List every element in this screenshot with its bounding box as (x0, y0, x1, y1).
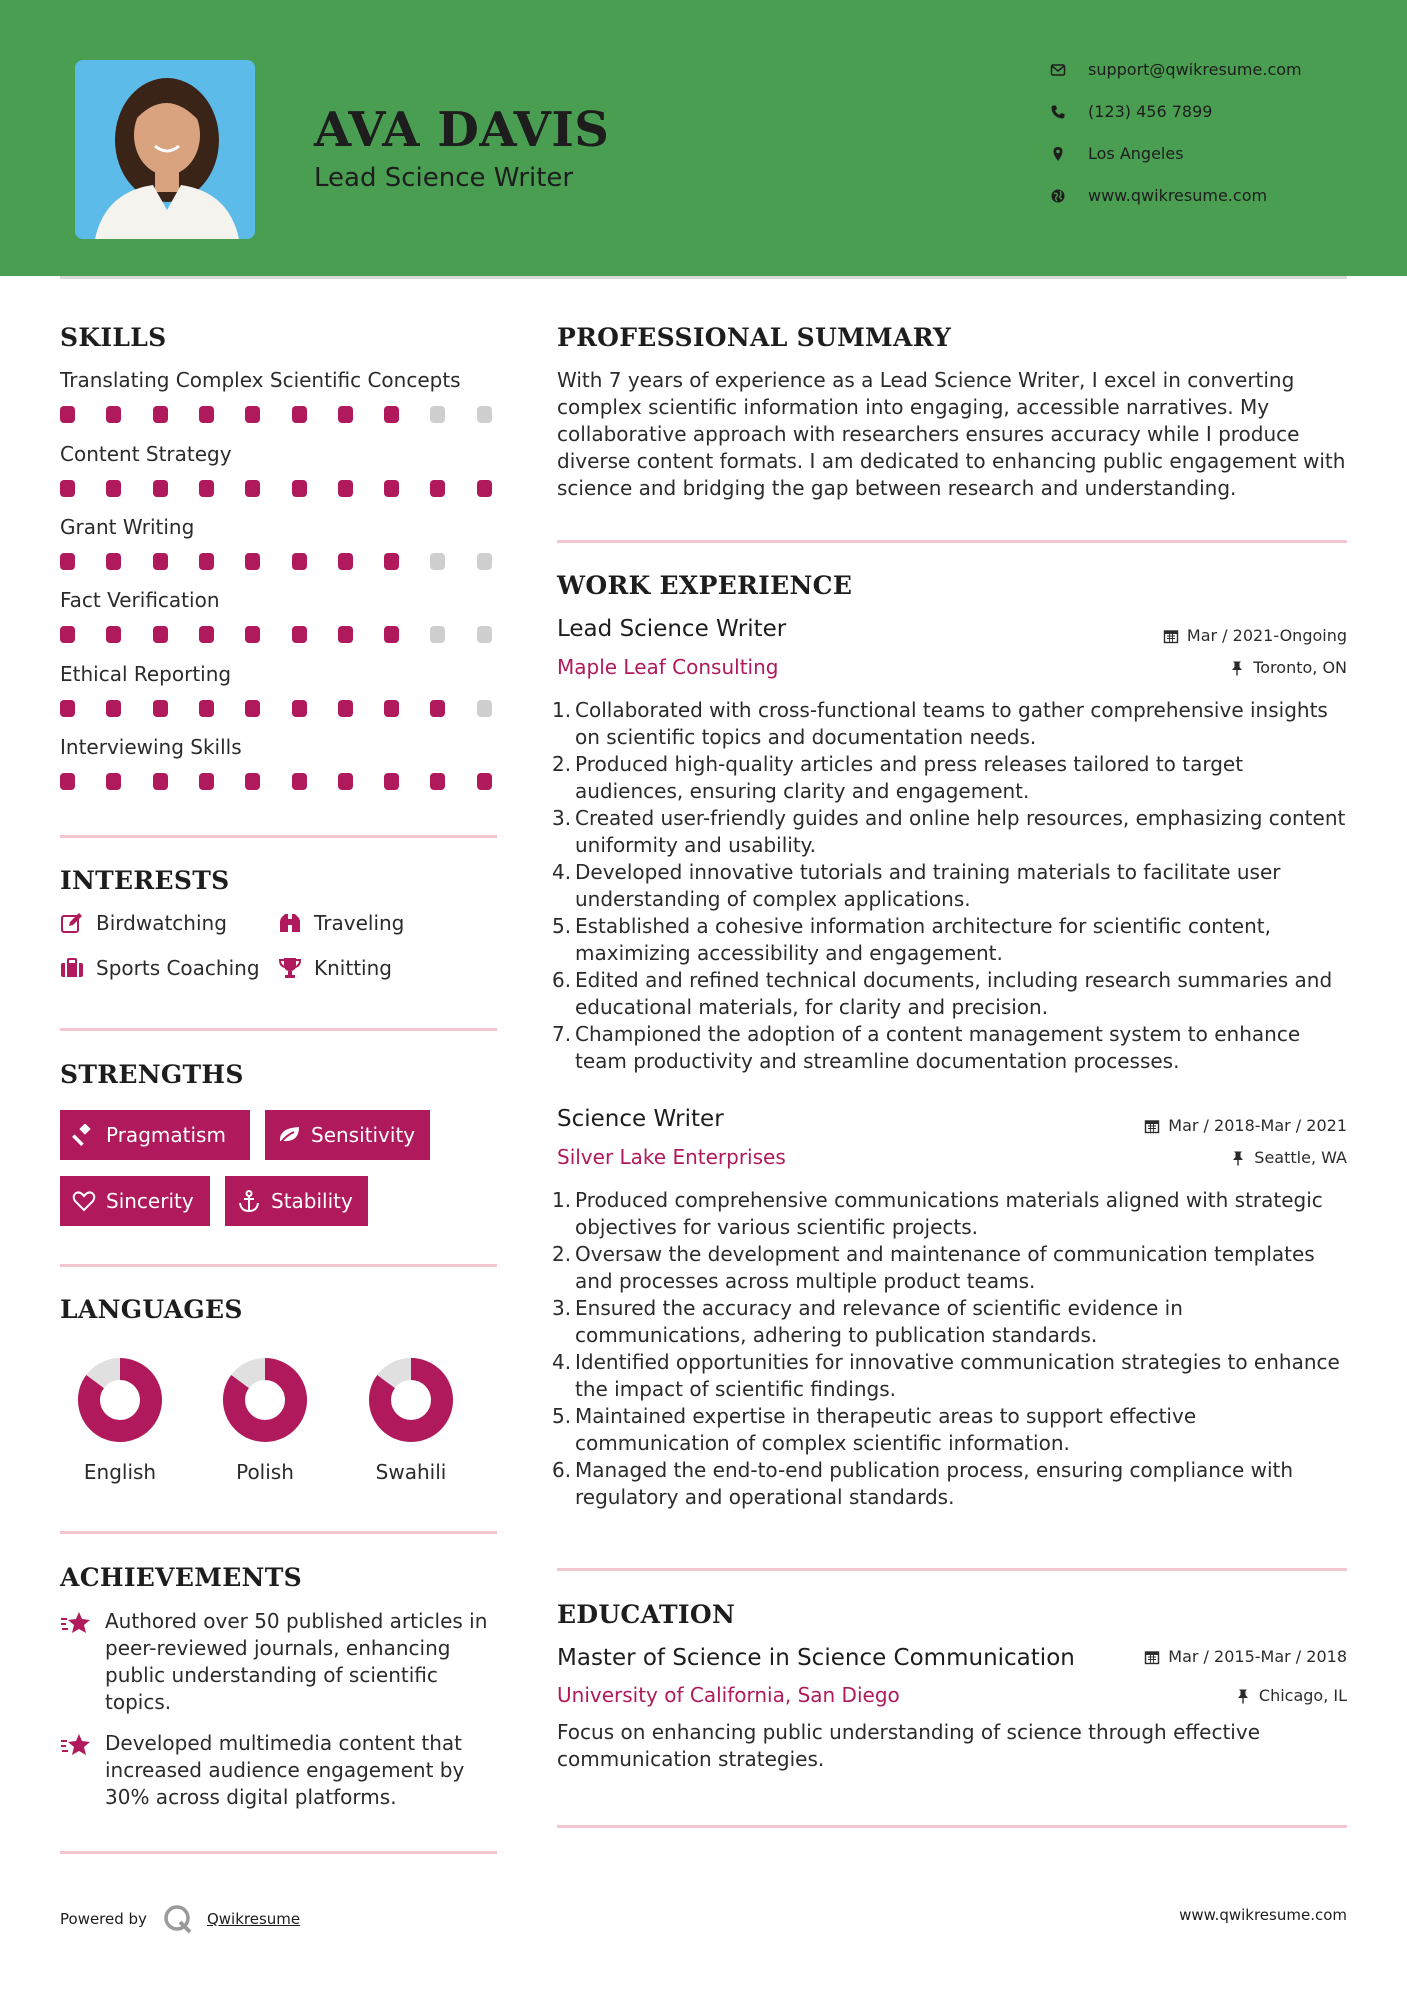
strength-label: Pragmatism (106, 1123, 226, 1147)
contact-email[interactable] (1050, 60, 1302, 79)
skill-dot-filled (153, 553, 168, 570)
contact-location-text: Los Angeles (1088, 144, 1184, 163)
skill-dot-empty (477, 626, 492, 643)
skill-dot-filled (60, 406, 75, 423)
skill-dot-filled (106, 700, 121, 717)
section-divider (60, 1264, 497, 1267)
list-item: 6. Managed the end-to-end publication process, ensuring compliance with regulatory and operational standards. (552, 1458, 1294, 1509)
achievement-item (60, 1608, 500, 1718)
skill-dot-filled (60, 480, 75, 497)
candidate-name: AVA DAVIS (314, 102, 610, 158)
job-location (1229, 658, 1347, 677)
globe-icon (1050, 188, 1066, 204)
skill-dot-filled (199, 700, 214, 717)
skill-rating (60, 553, 500, 571)
education-degree: Master of Science in Science Communication (557, 1645, 1075, 1671)
skill-dot-filled (245, 700, 260, 717)
education-heading: EDUCATION (557, 1600, 736, 1629)
interest-label: Knitting (314, 956, 392, 980)
section-divider (60, 1531, 497, 1534)
phone-icon (1050, 104, 1066, 120)
education-description: Focus on enhancing public understanding of science through effective communication strategies. (557, 1720, 1261, 1771)
skill-dot-filled (245, 480, 260, 497)
pushpin-icon (1235, 1688, 1251, 1704)
skill-dot-filled (60, 700, 75, 717)
powered-by-text: Powered by (60, 1910, 147, 1928)
skill-dot-filled (153, 626, 168, 643)
section-divider (60, 835, 497, 838)
language-donut (222, 1357, 308, 1443)
job-dates (1144, 1116, 1347, 1135)
strength-label: Sensitivity (311, 1123, 416, 1147)
interest-item (278, 911, 404, 935)
skill-dot-filled (292, 480, 307, 497)
skill-dot-empty (430, 553, 445, 570)
skill-dot-filled (106, 626, 121, 643)
skill-dot-empty (477, 406, 492, 423)
job-company: Silver Lake Enterprises (557, 1145, 786, 1169)
languages-heading: LANGUAGES (60, 1295, 243, 1324)
contact-phone[interactable] (1050, 102, 1212, 121)
education-dates (1144, 1647, 1347, 1666)
section-divider (557, 1825, 1347, 1828)
language-donut (77, 1357, 163, 1443)
section-divider (557, 540, 1347, 543)
skill-dot-empty (430, 406, 445, 423)
list-item: 5. Established a cohesive information architecture for scientific content, maximizing accessibility and engagement. (552, 914, 1271, 965)
heart-icon (72, 1190, 96, 1212)
achievement-text: Developed multimedia content that increased audience engagement by 30% across digital platforms. (105, 1731, 465, 1809)
skill-label: Interviewing Skills (60, 735, 242, 759)
language-label: Polish (236, 1460, 294, 1484)
interest-label: Birdwatching (96, 911, 227, 935)
list-item: 2. Produced high-quality articles and press releases tailored to target audiences, ensuring clarity and engagement. (552, 752, 1244, 803)
skill-dot-filled (245, 626, 260, 643)
skill-dot-filled (106, 480, 121, 497)
interest-label: Sports Coaching (96, 956, 260, 980)
star-burst-icon (60, 1732, 92, 1760)
skill-dot-filled (477, 480, 492, 497)
skill-dot-filled (153, 773, 168, 790)
skill-dot-empty (430, 626, 445, 643)
skill-dot-filled (245, 773, 260, 790)
skill-dot-filled (199, 480, 214, 497)
skill-dot-filled (292, 626, 307, 643)
skill-rating (60, 626, 500, 644)
calendar-icon (1163, 628, 1179, 644)
language-label: English (83, 1460, 157, 1484)
pushpin-icon (1229, 660, 1245, 676)
language-donut (368, 1357, 454, 1443)
skill-dot-filled (384, 700, 399, 717)
skill-dot-filled (384, 406, 399, 423)
leaf-icon (277, 1124, 301, 1146)
skills-heading: SKILLS (60, 323, 167, 352)
strength-label: Sincerity (106, 1189, 194, 1213)
strength-badge (60, 1110, 250, 1160)
skill-dot-empty (477, 700, 492, 717)
achievements-heading: ACHIEVEMENTS (60, 1563, 302, 1592)
skill-dot-filled (106, 406, 121, 423)
envelope-icon (1050, 62, 1066, 78)
skill-dot-filled (199, 406, 214, 423)
job-title: Science Writer (557, 1106, 724, 1132)
list-item: 5. Maintained expertise in therapeutic areas to support effective communication of complex scientific information. (552, 1404, 1197, 1455)
list-item: 3. Created user-friendly guides and online help resources, emphasizing content uniformity and usability. (552, 806, 1346, 857)
anchor-icon (237, 1190, 261, 1212)
header-divider (60, 276, 1347, 279)
contact-location (1050, 144, 1184, 163)
trophy-icon (278, 957, 302, 979)
profile-photo (75, 60, 255, 239)
interest-item (60, 911, 227, 935)
skill-dot-filled (338, 406, 353, 423)
skill-label: Content Strategy (60, 442, 232, 466)
calendar-icon (1144, 1118, 1160, 1134)
list-item: 7. Championed the adoption of a content management system to enhance team productivity and streamline documentation processes. (552, 1022, 1301, 1073)
star-burst-icon (60, 1610, 92, 1638)
education-dates-text: Mar / 2015-Mar / 2018 (1168, 1647, 1347, 1666)
map-pin-icon (1050, 146, 1066, 162)
skill-dot-filled (60, 553, 75, 570)
gavel-icon (72, 1124, 96, 1146)
brand-link[interactable]: Qwikresume (206, 1910, 301, 1928)
job-bullets (552, 1187, 1357, 1511)
summary-heading: PROFESSIONAL SUMMARY (557, 323, 952, 352)
skill-dot-filled (292, 406, 307, 423)
section-divider (60, 1851, 497, 1854)
skill-dot-filled (199, 626, 214, 643)
candidate-title: Lead Science Writer (314, 163, 574, 193)
education-location-text: Chicago, IL (1258, 1686, 1347, 1705)
skill-dot-filled (245, 406, 260, 423)
skill-dot-filled (338, 773, 353, 790)
interest-label: Traveling (314, 911, 405, 935)
skill-dot-filled (60, 626, 75, 643)
skill-label: Translating Complex Scientific Concepts (60, 368, 461, 392)
header-banner (0, 0, 1407, 276)
qwikresume-logo-icon (163, 1904, 193, 1934)
strength-badge (60, 1176, 210, 1226)
strength-badge (225, 1176, 368, 1226)
interest-item (278, 956, 392, 980)
skill-rating (60, 773, 500, 791)
skill-dot-filled (199, 773, 214, 790)
job-dates-text: Mar / 2021-Ongoing (1186, 626, 1347, 645)
skill-label: Grant Writing (60, 515, 195, 539)
skill-label: Ethical Reporting (60, 662, 232, 686)
job-location (1230, 1148, 1347, 1167)
skill-dot-filled (292, 553, 307, 570)
skill-dot-filled (384, 626, 399, 643)
list-item: 1. Produced comprehensive communications materials aligned with strategic objectives for various scientific projects. (552, 1188, 1323, 1239)
interests-heading: INTERESTS (60, 866, 230, 895)
calendar-icon (1144, 1649, 1160, 1665)
job-location-text: Toronto, ON (1253, 658, 1347, 677)
job-bullets (552, 697, 1357, 1075)
skill-dot-filled (245, 553, 260, 570)
skill-dot-filled (153, 406, 168, 423)
education-school: University of California, San Diego (557, 1683, 900, 1707)
language-label: Swahili (375, 1460, 447, 1484)
skill-dot-empty (477, 553, 492, 570)
list-item: 6. Edited and refined technical documents, including research summaries and educational materials, for clarity and precision. (552, 968, 1333, 1019)
skill-dot-filled (106, 553, 121, 570)
contact-email-text: support@qwikresume.com (1088, 60, 1302, 79)
footer-powered-by (60, 1904, 300, 1934)
skill-rating (60, 406, 500, 424)
contact-website-text: www.qwikresume.com (1088, 186, 1268, 205)
contact-website[interactable] (1050, 186, 1267, 205)
skill-dot-filled (338, 553, 353, 570)
skill-dot-filled (338, 700, 353, 717)
skill-dot-filled (199, 553, 214, 570)
section-divider (60, 1028, 497, 1031)
section-divider (557, 1568, 1347, 1571)
list-item: 3. Ensured the accuracy and relevance of scientific evidence in communications, adhering to publication standards. (552, 1296, 1183, 1347)
skill-dot-filled (430, 480, 445, 497)
pushpin-icon (1230, 1150, 1246, 1166)
skill-dot-filled (153, 700, 168, 717)
skill-label: Fact Verification (60, 588, 220, 612)
skill-dot-filled (430, 773, 445, 790)
skill-dot-filled (477, 773, 492, 790)
skill-rating (60, 480, 500, 498)
achievement-item (60, 1730, 500, 1815)
interest-item (60, 956, 260, 980)
strength-label: Stability (271, 1189, 353, 1213)
pencil-square-icon (60, 912, 84, 934)
skill-dot-filled (384, 480, 399, 497)
skill-dot-filled (338, 626, 353, 643)
strength-badge (265, 1110, 430, 1160)
job-dates (1163, 626, 1347, 645)
strengths-heading: STRENGTHS (60, 1060, 244, 1089)
contact-phone-text: (123) 456 7899 (1088, 102, 1213, 121)
skill-dot-filled (153, 480, 168, 497)
experience-heading: WORK EXPERIENCE (557, 571, 853, 600)
skill-dot-filled (384, 773, 399, 790)
binoculars-icon (278, 912, 302, 934)
skill-dot-filled (292, 773, 307, 790)
list-item: 4. Identified opportunities for innovative communication strategies to enhance the impact of scientific findings. (552, 1350, 1340, 1401)
summary-text: With 7 years of experience as a Lead Science Writer, I excel in converting complex scientific information into engaging, accessible narratives. My collaborative approach with researchers ensures accuracy while I produce diverse content formats. I am dedicated to enhancing public engagement with science and bridging the gap between research and understanding. (557, 368, 1346, 500)
achievement-text: Authored over 50 published articles in peer-reviewed journals, enhancing public understanding of scientific topics. (105, 1609, 488, 1714)
skill-dot-filled (106, 773, 121, 790)
job-company: Maple Leaf Consulting (557, 655, 779, 679)
skill-dot-filled (292, 700, 307, 717)
job-title: Lead Science Writer (557, 616, 787, 642)
job-location-text: Seattle, WA (1254, 1148, 1347, 1167)
footer-website[interactable]: www.qwikresume.com (1179, 1906, 1347, 1924)
skill-dot-filled (338, 480, 353, 497)
list-item: 1. Collaborated with cross-functional teams to gather comprehensive insights on scientific topics and documentation needs. (552, 698, 1328, 749)
list-item: 4. Developed innovative tutorials and training materials to facilitate user understanding of complex applications. (552, 860, 1281, 911)
skill-dot-filled (60, 773, 75, 790)
list-item: 2. Oversaw the development and maintenance of communication templates and processes across multiple product teams. (552, 1242, 1315, 1293)
briefcase-icon (60, 957, 84, 979)
skill-dot-filled (430, 700, 445, 717)
job-dates-text: Mar / 2018-Mar / 2021 (1168, 1116, 1347, 1135)
skill-dot-filled (384, 553, 399, 570)
skill-rating (60, 700, 500, 718)
education-location (1235, 1686, 1347, 1705)
